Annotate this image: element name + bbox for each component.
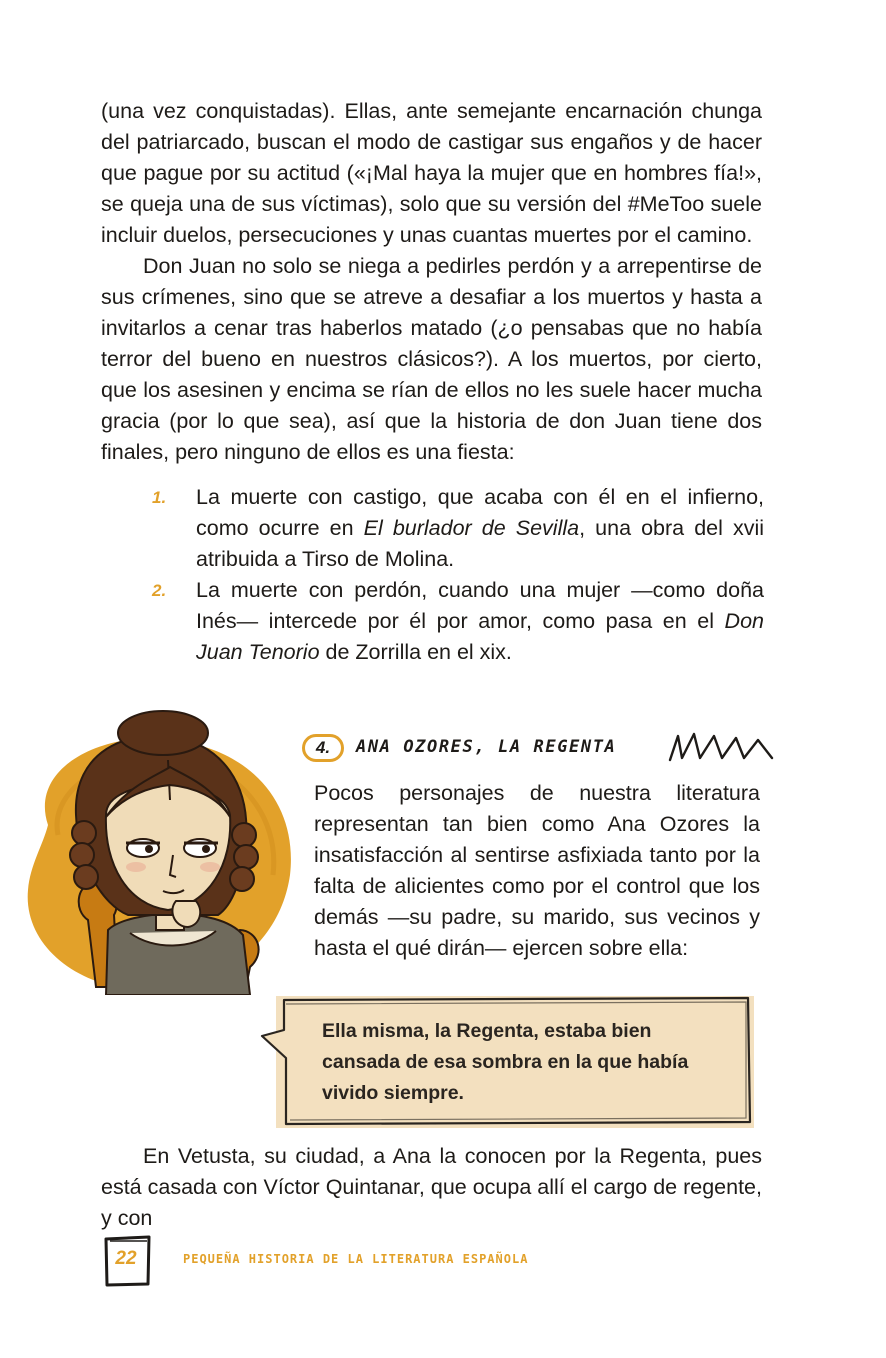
- page-footer: [103, 1235, 803, 1291]
- list-number: 1.: [152, 488, 167, 507]
- list-text: La muerte con castigo, que acaba con él en el infierno, como ocurre en El burlador de Sevilla, una obra del xvii atribuida a Tirso de Molina.: [196, 485, 765, 571]
- quote-box: [258, 994, 758, 1130]
- list-text: La muerte con perdón, cuando una mujer —como doña Inés— intercede por él por amor, como pasa en el Don Juan Tenorio de Zorrilla en el xix.: [196, 578, 764, 664]
- body-paragraph-1: (una vez conquistadas). Ellas, ante semejante encarnación chunga del patriarcado, buscan el modo de castigar sus engaños y de hacer que pague por su actitud («¡Mal haya la mujer que en hombres fía!», se queja una de sus víctimas), solo que su versión del #MeToo suele incluir duelos, persecuciones y unas cuantas muertes por el camino.: [101, 99, 762, 247]
- section-number: 4.: [302, 734, 344, 762]
- body-paragraph-4: En Vetusta, su ciudad, a Ana la conocen por la Regenta, pues está casada con Víctor Quintanar, que ocupa allí el cargo de regente, y con: [101, 1144, 762, 1230]
- body-paragraph-3: Pocos personajes de nuestra literatura representan tan bien como Ana Ozores la insatisfacción al sentirse asfixiada tanto por la falta de alicientes como por el control que los demás —su padre, su marido, sus vecinos y hasta el qué dirán— ejercen sobre ella:: [314, 781, 760, 960]
- section-heading: [300, 731, 780, 767]
- scribble-icon: [668, 728, 776, 764]
- list-number: 2.: [152, 581, 167, 600]
- page-number: 22: [115, 1248, 137, 1269]
- running-title: PEQUEÑA HISTORIA DE LA LITERATURA ESPAÑOLA: [183, 1252, 529, 1266]
- section-title: ANA OZORES, LA REGENTA: [356, 737, 617, 757]
- ana-ozores-illustration: [18, 705, 298, 995]
- endings-list: [152, 482, 764, 668]
- list-item: [152, 575, 764, 668]
- quote-text: Ella misma, la Regenta, estaba bien cansada de esa sombra en la que había vivido siempre.: [322, 1020, 689, 1104]
- body-paragraph-2: Don Juan no solo se niega a pedirles perdón y a arrepentirse de sus crímenes, sino que se atreve a desafiar a los muertos y hasta a invitarlos a cenar tras haberlos matado (¿o pensabas que no había terror del bueno en nuestros clásicos?). A los muertos, por cierto, que los asesinen y encima se rían de ellos no les suele hacer mucha gracia (por lo que sea), así que la historia de don Juan tiene dos finales, pero ninguno de ellos es una fiesta:: [101, 254, 762, 464]
- list-item: [152, 482, 764, 575]
